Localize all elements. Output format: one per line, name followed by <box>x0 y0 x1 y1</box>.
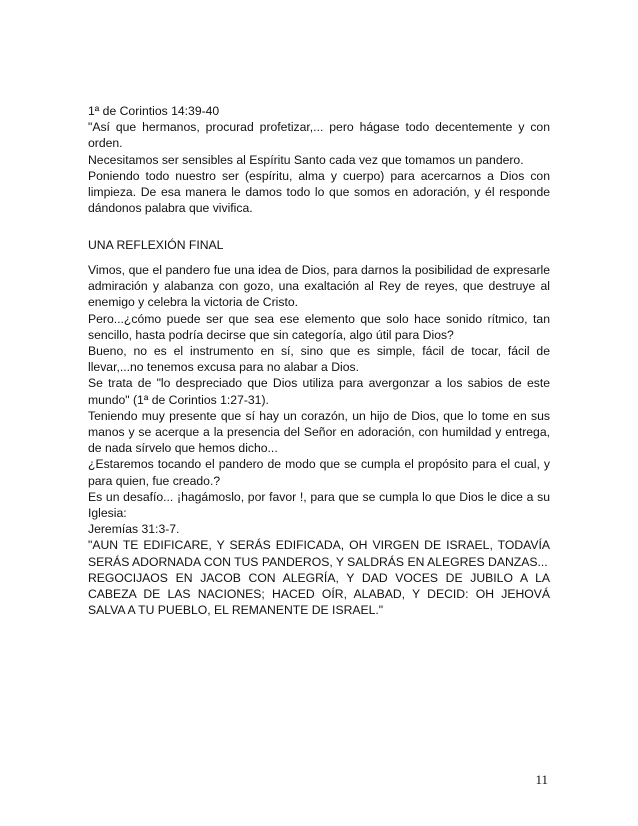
body-paragraph: Pero...¿cómo puede ser que sea ese elemento que solo hace sonido rítmico, tan sencillo, hasta podría decirse que sin categoría, algo útil para Dios? <box>88 311 550 342</box>
scripture-reference: Jeremías 31:3-7. <box>88 522 180 537</box>
section-heading: UNA REFLEXIÓN FINAL <box>88 238 224 252</box>
scripture-quote: REGOCIJAOS EN JACOB CON ALEGRÍA, Y DAD VOCES DE JUBILO A LA CABEZA DE LAS NACIONES; HACED OÍR, ALABAD, Y DECID: OH JEHOVÁ SALVA A TU PUEBLO, EL REMANENTE DE ISRAEL." <box>88 570 550 618</box>
section-heading-block <box>88 237 550 253</box>
page-number: 11 <box>535 772 548 787</box>
scripture-reference: 1ª de Corintios 14:39-40 <box>88 104 220 118</box>
reflection-section <box>88 262 550 618</box>
body-paragraph: Se trata de "lo despreciado que Dios utiliza para avergonzar a los sabios de este mundo" (1ª de Corintios 1:27-31). <box>88 376 550 407</box>
scripture-quote: "AUN TE EDIFICARE, Y SERÁS EDIFICADA, OH VIRGEN DE ISRAEL, TODAVÍA SERÁS ADORNADA CON TUS PANDEROS, Y SALDRÁS EN ALEGRES DANZAS... <box>88 538 550 569</box>
body-paragraph: Teniendo muy presente que sí hay un corazón, un hijo de Dios, que lo tome en sus manos y se acerque a la presencia del Señor en adoración, con humildad y entrega, de nada sírvelo que hemos dicho... <box>88 408 550 456</box>
intro-section <box>88 103 550 216</box>
body-paragraph: ¿Estaremos tocando el pandero de modo que se cumpla el propósito para el cual, y para quien, fue creado.? <box>88 457 550 488</box>
scripture-quote: "Así que hermanos, procurad profetizar,... pero hágase todo decentemente y con orden. <box>88 120 550 151</box>
body-paragraph: Vimos, que el pandero fue una idea de Dios, para darnos la posibilidad de expresarle admiración y alabanza con gozo, una exaltación al Rey de reyes, que destruye al enemigo y celebra la victoria de Cristo. <box>88 263 550 310</box>
body-paragraph: Bueno, no es el instrumento en sí, sino que es simple, fácil de tocar, fácil de llevar,...no tenemos excusa para no alabar a Dios. <box>88 344 550 375</box>
intro-paragraph: Necesitamos ser sensibles al Espíritu Santo cada vez que tomamos un pandero. <box>88 152 524 167</box>
intro-paragraph: Poniendo todo nuestro ser (espíritu, alma y cuerpo) para acercarnos a Dios con limpieza. De esa manera le damos todo lo que somos en adoración, y él responde dándonos palabra que vivifica. <box>88 168 550 216</box>
body-paragraph: Es un desafío... ¡hagámoslo, por favor !, para que se cumpla lo que Dios le dice a su Iglesia: <box>88 489 550 521</box>
